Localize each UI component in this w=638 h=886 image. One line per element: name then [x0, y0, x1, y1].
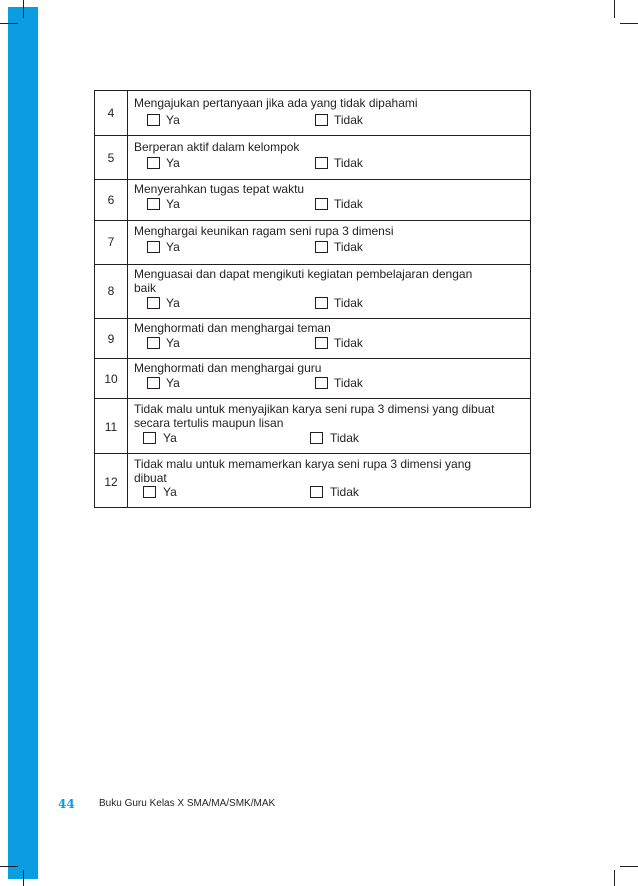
option-tidak-label: Tidak — [334, 336, 363, 350]
crop-mark — [620, 866, 638, 867]
checkbox-tidak[interactable] — [310, 486, 323, 498]
row-divider — [94, 220, 531, 221]
crop-mark — [620, 23, 638, 24]
option-ya-label: Ya — [166, 156, 180, 170]
row-number: 5 — [107, 151, 115, 165]
statement-text: dibuat — [134, 471, 167, 485]
option-tidak-label: Tidak — [330, 431, 359, 445]
table-column-divider — [127, 90, 128, 508]
checkbox-ya[interactable] — [147, 241, 160, 253]
option-ya-label: Ya — [166, 197, 180, 211]
statement-text: Mengajukan pertanyaan jika ada yang tidak dipahami — [134, 96, 418, 110]
checkbox-ya[interactable] — [147, 157, 160, 169]
checkbox-tidak[interactable] — [315, 377, 328, 389]
row-divider — [94, 179, 531, 180]
statement-text: Berperan aktif dalam kelompok — [134, 140, 300, 154]
option-tidak-label: Tidak — [334, 296, 363, 310]
row-number: 10 — [104, 372, 118, 386]
option-ya-label: Ya — [163, 485, 177, 499]
option-tidak-label: Tidak — [334, 197, 363, 211]
statement-text: Tidak malu untuk menyajikan karya seni rupa 3 dimensi yang dibuat — [134, 402, 495, 416]
row-number: 6 — [107, 193, 115, 207]
statement-text: Tidak malu untuk memamerkan karya seni rupa 3 dimensi yang — [134, 457, 472, 471]
row-number: 7 — [107, 235, 115, 249]
checkbox-ya[interactable] — [147, 377, 160, 389]
crop-mark — [23, 0, 24, 18]
page-number: 44 — [58, 797, 75, 811]
option-ya-label: Ya — [166, 240, 180, 254]
checkbox-ya[interactable] — [147, 297, 160, 309]
checkbox-tidak[interactable] — [310, 432, 323, 444]
checkbox-ya[interactable] — [147, 114, 160, 126]
statement-text: baik — [134, 281, 157, 295]
row-number: 11 — [104, 420, 118, 434]
table-border-bottom — [94, 507, 531, 508]
book-title: Buku Guru Kelas X SMA/MA/SMK/MAK — [99, 798, 276, 809]
row-divider — [94, 318, 531, 319]
checkbox-tidak[interactable] — [315, 114, 328, 126]
statement-text: Menyerahkan tugas tepat waktu — [134, 182, 305, 196]
checkbox-tidak[interactable] — [315, 337, 328, 349]
crop-mark — [23, 870, 24, 886]
option-ya-label: Ya — [166, 376, 180, 390]
row-divider — [94, 358, 531, 359]
statement-text: Menghormati dan menghargai teman — [134, 321, 331, 335]
crop-mark — [614, 0, 615, 18]
row-divider — [94, 398, 531, 399]
row-number: 8 — [107, 284, 115, 298]
option-tidak-label: Tidak — [330, 485, 359, 499]
crop-mark — [0, 23, 18, 24]
row-number: 9 — [107, 332, 115, 346]
table-border-top — [94, 90, 531, 91]
statement-text: Menghormati dan menghargai guru — [134, 361, 322, 375]
table-border-right — [530, 90, 531, 508]
checkbox-tidak[interactable] — [315, 157, 328, 169]
checkbox-tidak[interactable] — [315, 241, 328, 253]
crop-mark — [614, 870, 615, 886]
option-tidak-label: Tidak — [334, 240, 363, 254]
crop-mark — [0, 866, 18, 867]
checkbox-ya[interactable] — [143, 486, 156, 498]
statement-text: Menghargai keunikan ragam seni rupa 3 dimensi — [134, 224, 394, 238]
assessment-table — [94, 90, 531, 508]
statement-text: secara tertulis maupun lisan — [134, 416, 284, 430]
statement-text: Menguasai dan dapat mengikuti kegiatan pembelajaran dengan — [134, 267, 473, 281]
option-ya-label: Ya — [166, 336, 180, 350]
row-divider — [94, 453, 531, 454]
checkbox-tidak[interactable] — [315, 198, 328, 210]
option-tidak-label: Tidak — [334, 156, 363, 170]
option-ya-label: Ya — [166, 113, 180, 127]
option-ya-label: Ya — [166, 296, 180, 310]
option-tidak-label: Tidak — [334, 113, 363, 127]
row-divider — [94, 264, 531, 265]
checkbox-ya[interactable] — [143, 432, 156, 444]
row-number: 12 — [104, 475, 118, 489]
row-divider — [94, 135, 531, 136]
checkbox-tidak[interactable] — [315, 297, 328, 309]
side-color-bar — [8, 7, 38, 879]
checkbox-ya[interactable] — [147, 337, 160, 349]
option-tidak-label: Tidak — [334, 376, 363, 390]
option-ya-label: Ya — [163, 431, 177, 445]
checkbox-ya[interactable] — [147, 198, 160, 210]
row-number: 4 — [107, 106, 115, 120]
